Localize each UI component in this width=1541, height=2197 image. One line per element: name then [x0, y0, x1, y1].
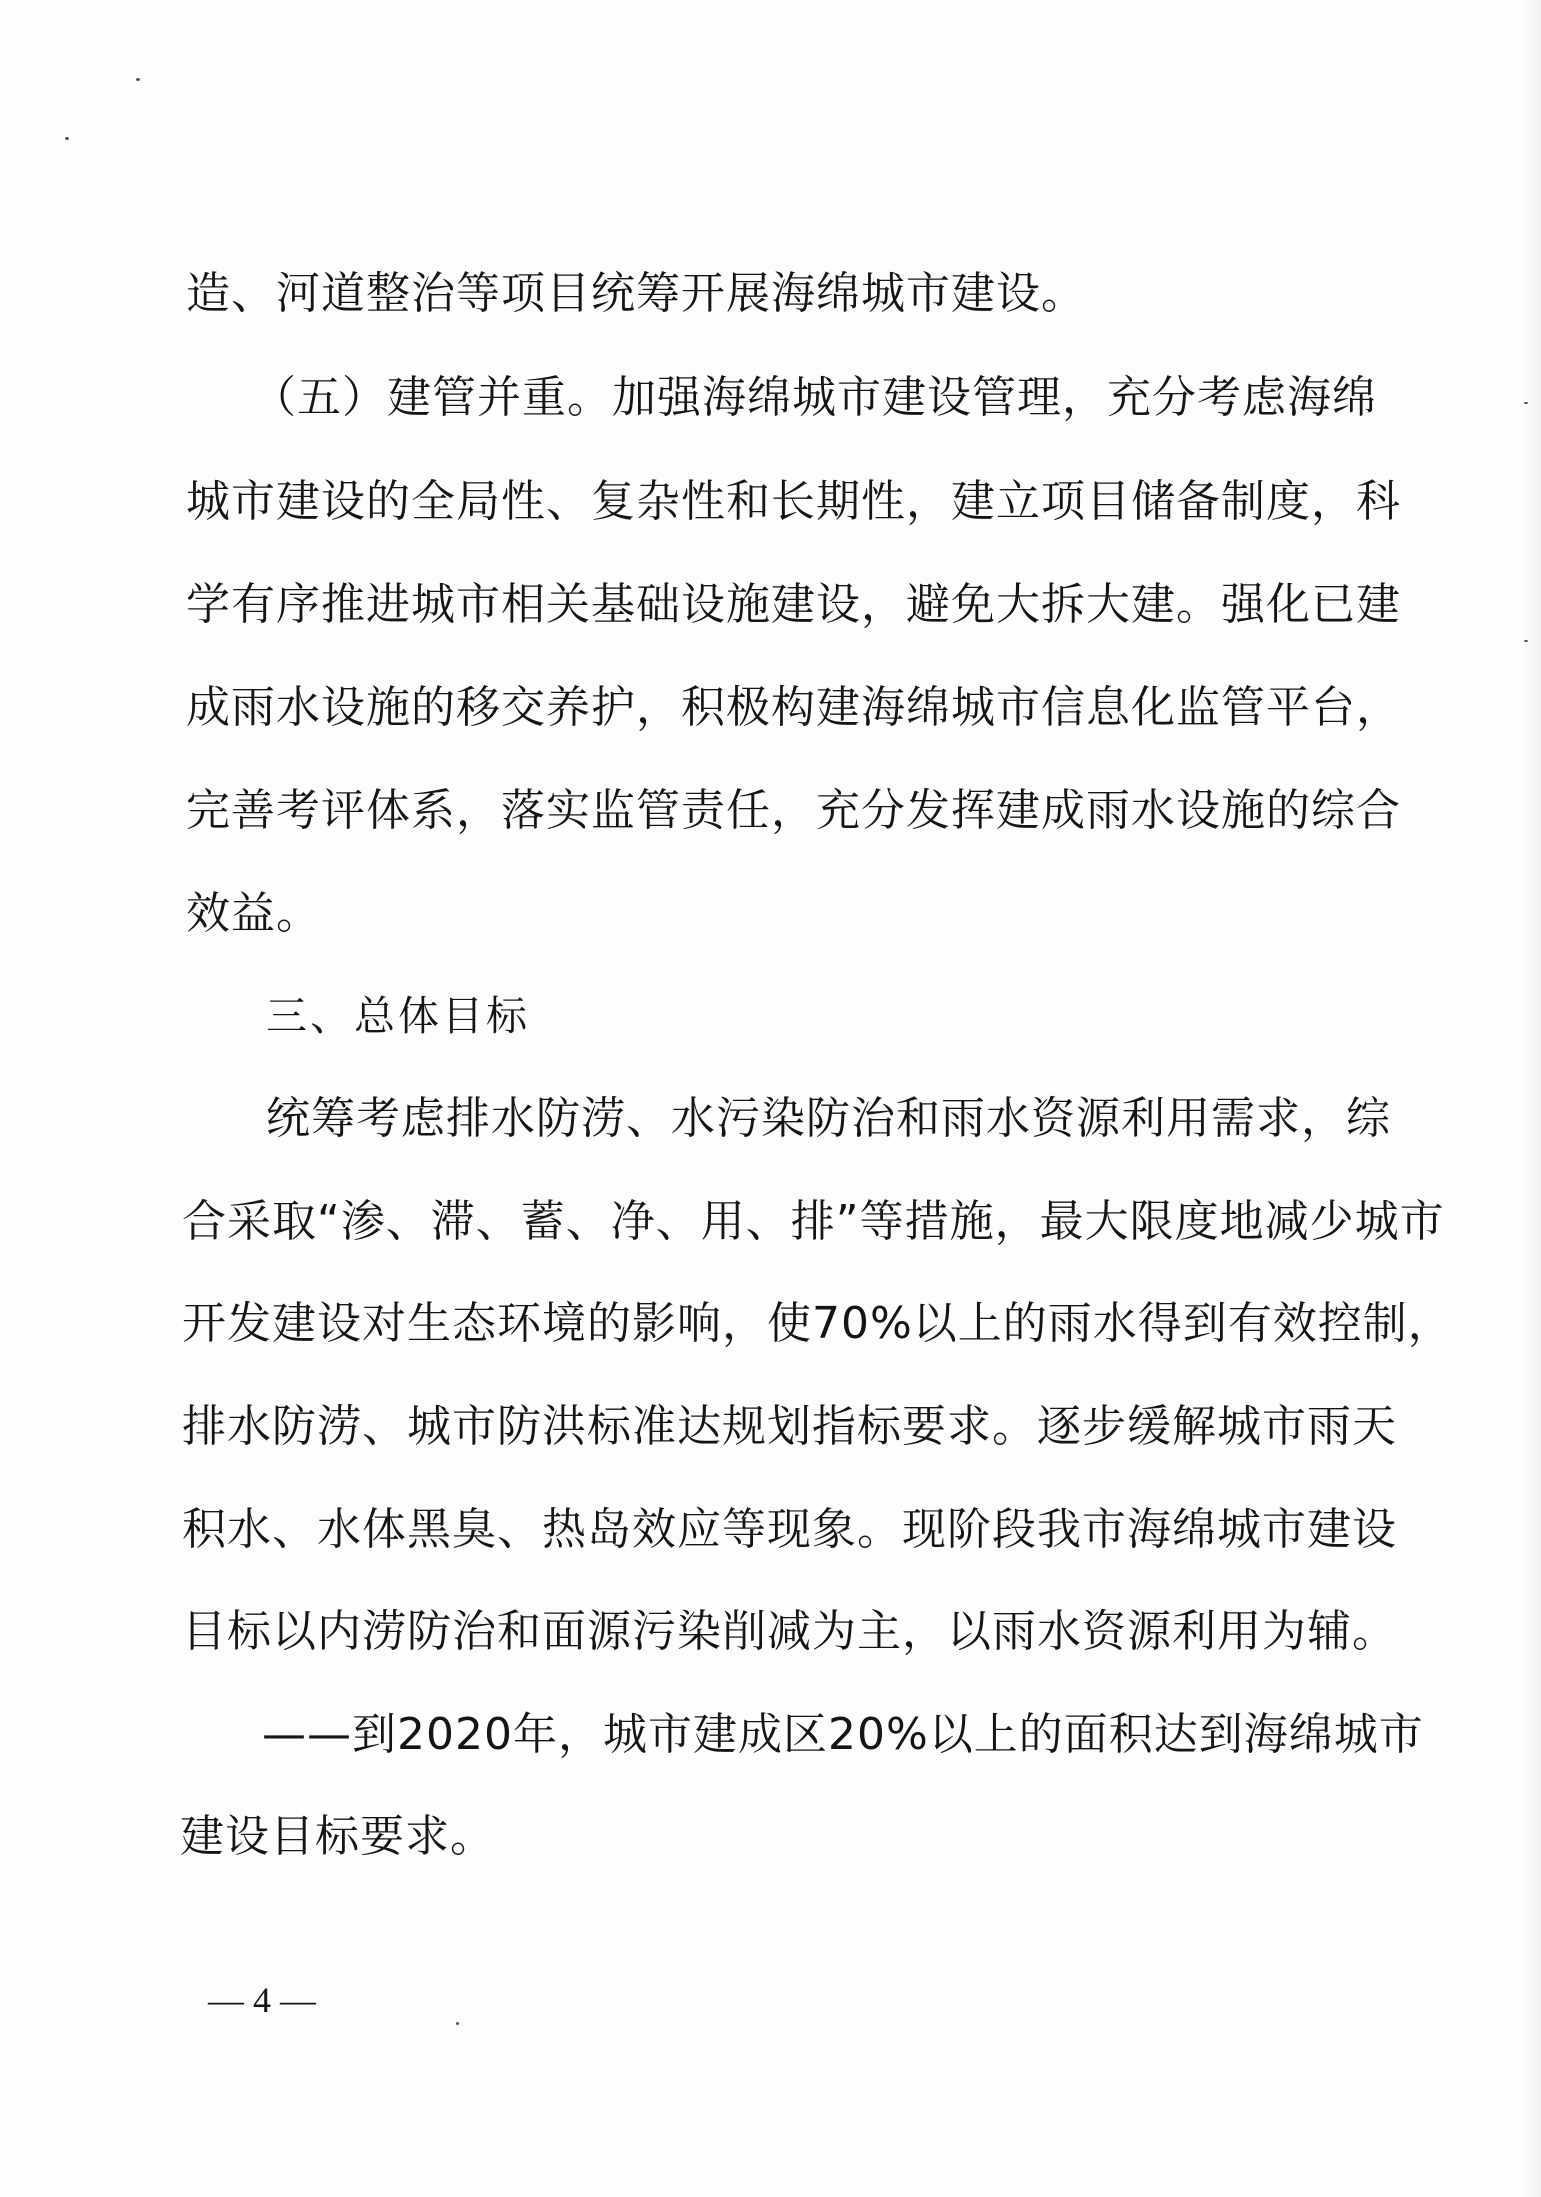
paragraph-principle-five-line: （五）建管并重。加强海绵城市建设管理，充分考虑海绵: [252, 372, 1377, 423]
page-number: — 4 —: [208, 1980, 316, 2020]
paragraph-overall-goal-line: 目标以内涝防治和面源污染削减为主，以雨水资源利用为辅。: [182, 1606, 1397, 1657]
paragraph-continuation-line: 造、河道整治等项目统筹开展海绵城市建设。: [186, 268, 1086, 319]
paragraph-target-2020-line: 建设目标要求。: [180, 1811, 495, 1862]
section-heading: 三、总体目标: [266, 992, 530, 1040]
paragraph-principle-five-line: 完善考评体系，落实监管责任，充分发挥建成雨水设施的综合: [186, 785, 1401, 836]
scan-speck: [136, 78, 140, 81]
paragraph-overall-goal-line: 合采取“渗、滞、蓄、净、用、排”等措施，最大限度地减少城市: [182, 1196, 1445, 1247]
paragraph-principle-five-line: 学有序推进城市相关基础设施建设，避免大拆大建。强化已建: [186, 579, 1401, 630]
paragraph-principle-five-line: 成雨水设施的移交养护，积极构建海绵城市信息化监管平台，: [186, 682, 1401, 733]
scan-speck: [1524, 402, 1528, 404]
scan-speck: [1524, 640, 1528, 642]
paragraph-overall-goal-line: 积水、水体黑臭、热岛效应等现象。现阶段我市海绵城市建设: [182, 1504, 1397, 1555]
paragraph-target-2020-line: ——到2020年，城市建成区20%以上的面积达到海绵城市: [262, 1709, 1424, 1760]
scan-speck: [65, 137, 69, 140]
paragraph-overall-goal-line: 统筹考虑排水防涝、水污染防治和雨水资源利用需求，综: [266, 1093, 1391, 1144]
page-edge-shadow: [1521, 0, 1541, 2197]
paragraph-principle-five-line: 效益。: [186, 888, 321, 939]
paragraph-principle-five-line: 城市建设的全局性、复杂性和长期性，建立项目储备制度，科: [186, 476, 1401, 527]
scan-speck: [456, 2022, 459, 2025]
paragraph-overall-goal-line: 开发建设对生态环境的影响，使70%以上的雨水得到有效控制，: [182, 1298, 1453, 1349]
paragraph-overall-goal-line: 排水防涝、城市防洪标准达规划指标要求。逐步缓解城市雨天: [182, 1401, 1397, 1452]
